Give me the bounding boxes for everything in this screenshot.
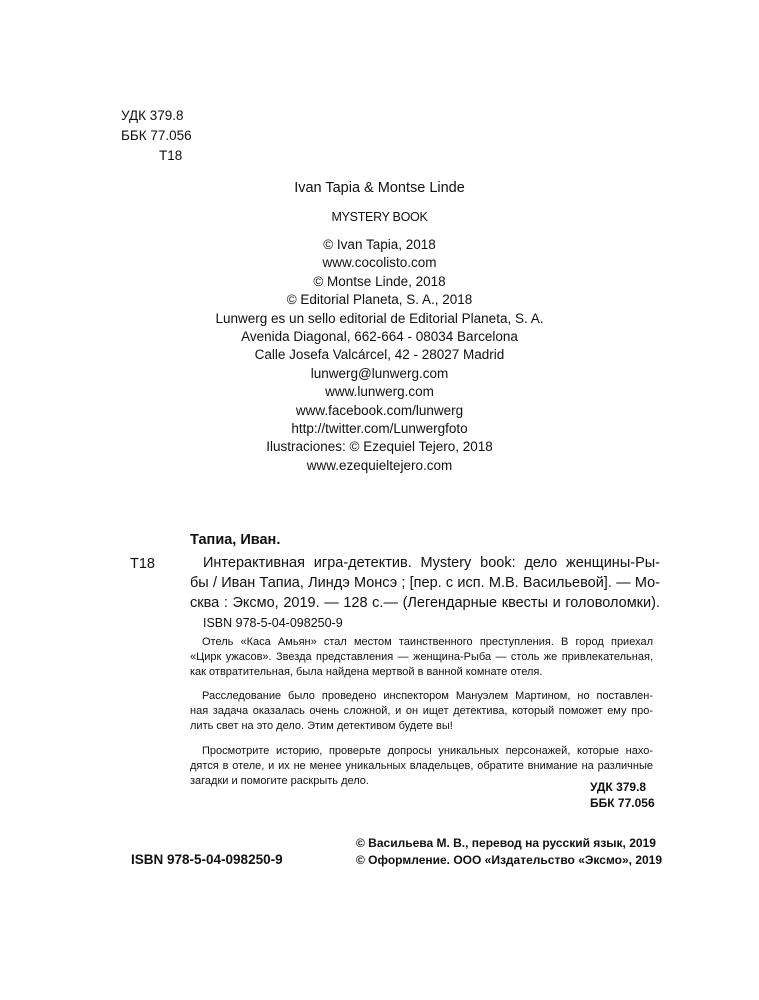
annotation-line: Просмотрите историю, проверьте допросы уникальных персонажей, которые нахо- — [202, 745, 653, 757]
bibliographic-isbn: ISBN 978-5-04-098250-9 — [203, 616, 343, 630]
classification-codes — [121, 106, 192, 166]
copyright-line: © Editorial Planeta, S. A., 2018 — [286, 292, 473, 308]
copyright-line: Avenida Diagonal, 662-664 - 08034 Barcelona — [241, 329, 518, 345]
copyright-design: © Оформление. ООО «Издательство «Эксмо», 2019 — [356, 852, 663, 867]
annotation-line: лить свет на это дело. Этим детективом будете вы! — [190, 720, 453, 732]
annotation-line: «Цирк ужасов». Звезда представления — женщина-Рыба — столь же привлекательная, — [190, 651, 653, 663]
description-line: сква : Эксмо, 2019. — 128 с.— (Легендарные квесты и головоломки). — [190, 595, 660, 611]
annotation-paragraph — [190, 689, 653, 734]
copyright-line: © Ivan Tapia, 2018 — [323, 237, 436, 252]
copyright-line: http://twitter.com/Lunwergfoto — [291, 421, 468, 437]
annotation-line: как отвратительная, была найдена мертвой в ванной комнате отеля. — [190, 666, 543, 678]
udk-code: УДК 379.8 — [590, 780, 647, 794]
copyright-line: www.lunwerg.com — [325, 384, 434, 400]
copyright-line: Ilustraciones: © Ezequiel Tejero, 2018 — [266, 439, 493, 455]
footer-isbn: ISBN 978-5-04-098250-9 — [131, 852, 283, 867]
copyright-line: www.facebook.com/lunwerg — [295, 402, 464, 418]
author-mark: Т18 — [159, 148, 183, 163]
bibliographic-author-mark: Т18 — [130, 556, 155, 572]
copyright-line: lunwerg@lunwerg.com — [310, 365, 449, 381]
udk-code: УДК 379.8 — [121, 108, 184, 123]
original-authors: Ivan Tapia & Montse Linde — [294, 180, 465, 196]
copyright-translation: © Васильева М. В., перевод на русский язык, 2019 — [356, 836, 656, 850]
original-copyright-block — [0, 236, 759, 475]
annotation-paragraph — [190, 744, 653, 789]
annotation-line: ная задача оказалась очень сложной, и он ищет детектива, который поможет ему про- — [190, 705, 653, 717]
bbk-code: ББК 77.056 — [590, 796, 655, 810]
copyright-line: Calle Josefa Valcárcel, 42 - 28027 Madrid — [254, 347, 505, 363]
annotation-line: дятся в отеле, и их не менее уникальных владельцев, обратите внимание на различные — [190, 760, 653, 772]
copyright-line: www.cocolisto.com — [322, 255, 437, 271]
annotation-paragraph — [190, 635, 653, 680]
bibliographic-heading: Тапиа, Иван. — [190, 532, 281, 548]
classification-codes-bottom — [590, 779, 655, 811]
description-line: Интерактивная игра-детектив. Mystery book: дело женщины-Ры- — [203, 555, 660, 571]
copyright-line: www.ezequieltejero.com — [306, 457, 453, 473]
copyright-line: Lunwerg es un sello editorial de Editorial Planeta, S. A. — [215, 310, 544, 326]
footer-copyright — [356, 835, 662, 868]
annotation-line: Отель «Каса Амьян» стал местом таинственного преступления. В город приехал — [202, 636, 653, 648]
original-series-title: MYSTERY BOOK — [331, 210, 428, 224]
description-line: бы / Иван Тапиа, Линдэ Монсэ ; [пер. с исп. М.В. Васильевой]. — Мо- — [190, 575, 660, 591]
copyright-line: © Montse Linde, 2018 — [313, 273, 446, 289]
bibliographic-description — [190, 553, 660, 613]
bbk-code: ББК 77.056 — [121, 128, 192, 143]
annotation-line: загадки и помогите раскрыть дело. — [190, 775, 369, 787]
annotation-line: Расследование было проведено инспектором Мануэлем Мартином, но поставлен- — [202, 690, 653, 702]
